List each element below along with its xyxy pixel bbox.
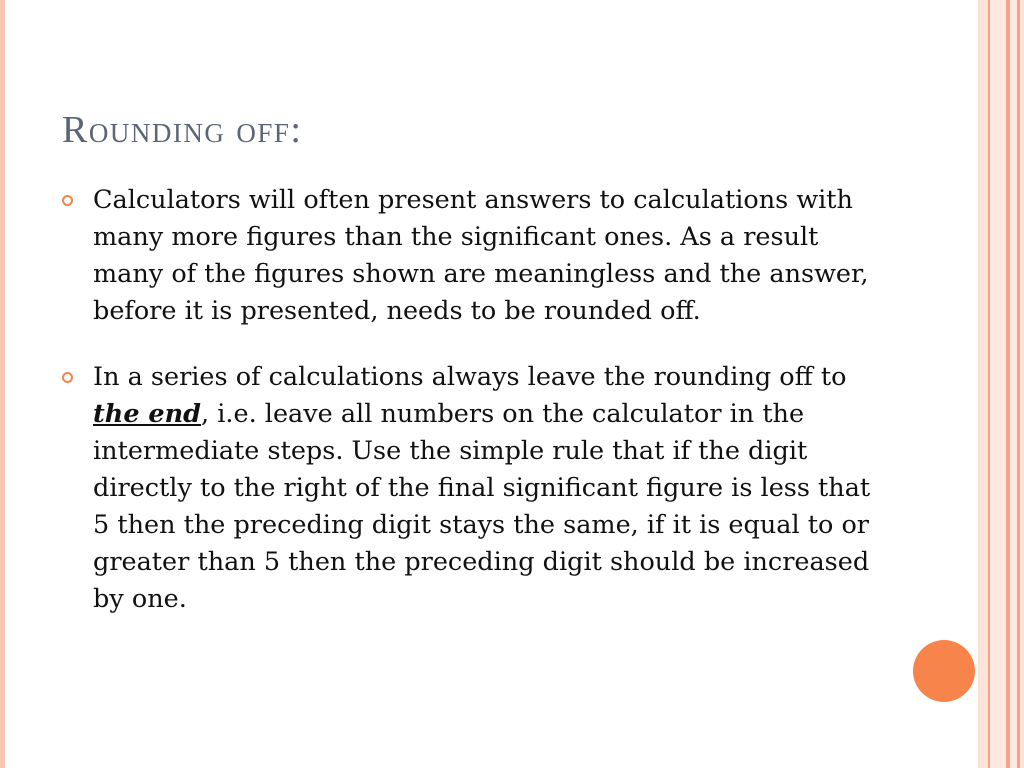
stripe [1010,0,1017,768]
bullet-item [62,182,882,330]
slide-title: Rounding off: [62,109,303,151]
left-border-stripe [0,0,5,768]
bullet-text-end: , i.e. leave all numbers on the calculator in the intermediate steps. Use the simple rule that if the digit directly to the right of the final significant figure is less that 5 then the preceding digit stays the same, if it is equal to or greater than 5 then the preceding digit should be increased by one. [93,399,871,614]
stripe [1020,0,1024,768]
bullet-text: Calculators will often present answers to calculations with many more figures than the significant ones. As a result many of the figures shown are meaningless and the answer, before it is presented, needs to be rounded off. [93,185,869,326]
hollow-circle-bullet-icon [62,372,73,383]
bullet-text-start: In a series of calculations always leave the rounding off to [93,362,847,392]
stripe [990,0,1006,768]
decorative-circle [913,640,975,702]
hollow-circle-bullet-icon [62,195,73,206]
emphasized-text: the end [93,399,202,429]
bullet-item [62,359,882,618]
bullet-list [62,182,882,618]
stripe [978,0,988,768]
right-border-stripes [978,0,1024,768]
